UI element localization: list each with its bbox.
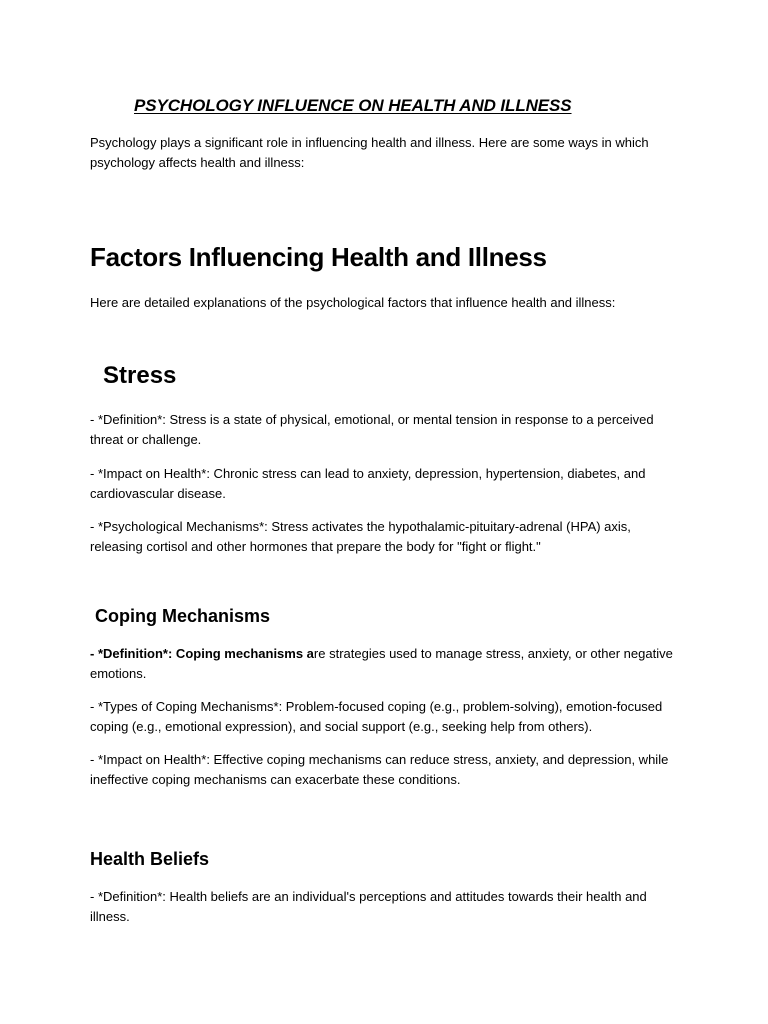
coping-definition-rest: re strategies used to manage stress, anxiety, or other negative emotions. xyxy=(90,646,673,681)
coping-definition-bold: - *Definition*: Coping mechanisms a xyxy=(90,646,314,661)
intro-paragraph: Psychology plays a significant role in influencing health and illness. Here are some ways in which psychology affects health and illness: xyxy=(90,135,649,170)
stress-impact: - *Impact on Health*: Chronic stress can lead to anxiety, depression, hypertension, diabetes, and cardiovascular disease. xyxy=(90,466,646,501)
stress-definition: - *Definition*: Stress is a state of physical, emotional, or mental tension in response to a perceived threat or challenge. xyxy=(90,412,654,447)
health-beliefs-definition: - *Definition*: Health beliefs are an individual's perceptions and attitudes towards their health and illness. xyxy=(90,889,647,924)
stress-mechanisms: - *Psychological Mechanisms*: Stress activates the hypothalamic-pituitary-adrenal (HPA) axis, releasing cortisol and other hormones that prepare the body for "fight or flight." xyxy=(90,519,631,554)
stress-heading: Stress xyxy=(103,362,177,389)
health-beliefs-heading: Health Beliefs xyxy=(90,849,210,869)
coping-impact: - *Impact on Health*: Effective coping mechanisms can reduce stress, anxiety, and depression, while ineffective coping mechanisms can exacerbate these conditions. xyxy=(90,752,669,787)
factors-intro-paragraph: Here are detailed explanations of the psychological factors that influence health and illness: xyxy=(90,295,616,310)
coping-types: - *Types of Coping Mechanisms*: Problem-focused coping (e.g., problem-solving), emotion-focused coping (e.g., emotional expression), and social support (e.g., seeking help from others). xyxy=(90,699,663,734)
coping-heading: Coping Mechanisms xyxy=(95,606,271,626)
coping-definition xyxy=(90,644,680,684)
factors-heading: Factors Influencing Health and Illness xyxy=(90,242,547,272)
document-title: PSYCHOLOGY INFLUENCE ON HEALTH AND ILLNESS xyxy=(134,96,572,115)
